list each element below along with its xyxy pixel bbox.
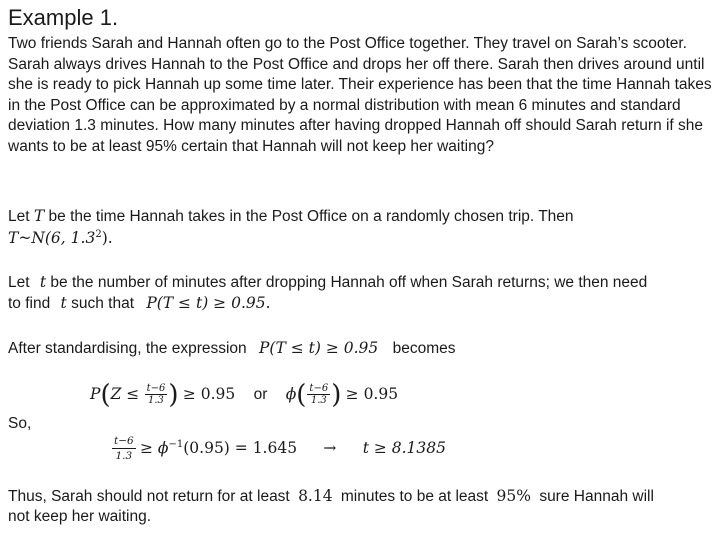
conclusion-value: 8.14 — [298, 487, 333, 505]
standardising-expr: P(T ≤ t) ≥ 0.95 — [258, 339, 379, 357]
eq1-frac-2 — [307, 383, 330, 406]
eq1-right-ineq: ≥ 0.95 — [345, 385, 399, 403]
eq1-P: P — [90, 385, 101, 403]
eq1-or: or — [253, 386, 268, 403]
conclusion-pct: 95% — [496, 487, 531, 505]
eq1-frac-num: t−6 — [146, 383, 166, 395]
standardising-prefix: After standardising, the expression — [8, 340, 247, 357]
problem-statement: Two friends Sarah and Hannah often go to the Post Office together. They travel on Sarah’s scooter. Sarah always drives Hannah to the Post Office and drops her off there. Sarah then drives around until she is ready to pick Hannah up some time later. Their experience has been that the time Hannah takes in the Post Office can be approximated by a normal distribution with mean 6 minutes and standard deviation 1.3 minutes. How many minutes after having dropped Hannah off should Sarah return if she wants to be at least 95% certain that Hannah will not keep her waiting? — [8, 35, 712, 155]
equation-2 — [112, 432, 446, 465]
let-t-prefix: Let — [8, 274, 30, 291]
distribution-statement — [8, 228, 113, 248]
conclusion-line1 — [8, 486, 654, 507]
find-prefix: to find — [8, 295, 51, 312]
eq1-Z: Z ≤ — [110, 385, 140, 403]
let-T-prefix: Let — [8, 208, 30, 225]
let-T-suffix: be the time Hannah takes in the Post Office on a randomly chosen trip. Then — [48, 208, 574, 225]
var-t: t — [39, 273, 47, 291]
eq2-frac-den: 1.3 — [115, 450, 133, 463]
eq1-frac2-den: 1.3 — [310, 395, 327, 407]
conclusion-b: minutes to be at least — [340, 488, 489, 505]
eq2-mid-b: (0.95) = 1.645 — [183, 439, 298, 457]
dist-exp: 2 — [95, 229, 102, 240]
so-label: So, — [8, 415, 32, 432]
let-t-line2 — [8, 293, 271, 314]
standardising-suffix: becomes — [392, 340, 456, 357]
eq2-result: t ≥ 8.1385 — [362, 439, 447, 457]
eq2-frac — [112, 434, 136, 463]
let-t-line1 — [8, 272, 647, 293]
condition: P(T ≤ t) ≥ 0.95. — [146, 294, 271, 312]
dist-b: ). — [101, 229, 113, 247]
eq1-phi: ϕ — [285, 385, 297, 403]
eq2-mid-exp: −1 — [168, 439, 184, 450]
eq1-left-ineq: ≥ 0.95 — [182, 385, 236, 403]
find-mid: such that — [71, 295, 134, 312]
conclusion-c: sure Hannah will — [539, 488, 654, 505]
eq1-frac — [145, 383, 168, 406]
conclusion-a: Thus, Sarah should not return for at least — [8, 488, 290, 505]
eq2-frac-num: t−6 — [114, 435, 134, 448]
slide-title: Example 1. — [8, 5, 119, 30]
standardising-line — [8, 338, 456, 359]
eq1-frac2-num: t−6 — [309, 383, 329, 395]
eq1-frac-den: 1.3 — [148, 395, 164, 407]
let-T-line — [8, 206, 574, 227]
let-t-suffix: be the number of minutes after dropping Hannah off when Sarah returns; we then need — [50, 274, 648, 291]
var-T: T — [33, 207, 45, 225]
conclusion-line2: not keep her waiting. — [8, 508, 152, 525]
equation-1: P(Z ≤ $\frac{t-6}{1.3}$ ) ≥ 0.95 or ϕ( $\frac{t-6}{1.3}$ ) ≥ 0.95 — [90, 379, 399, 410]
eq2-arrow: → — [323, 439, 337, 457]
eq2-mid-a: ≥ ϕ — [140, 439, 169, 457]
dist-a: T~N(6, 1.3 — [8, 229, 96, 247]
var-t-2: t — [60, 294, 67, 312]
